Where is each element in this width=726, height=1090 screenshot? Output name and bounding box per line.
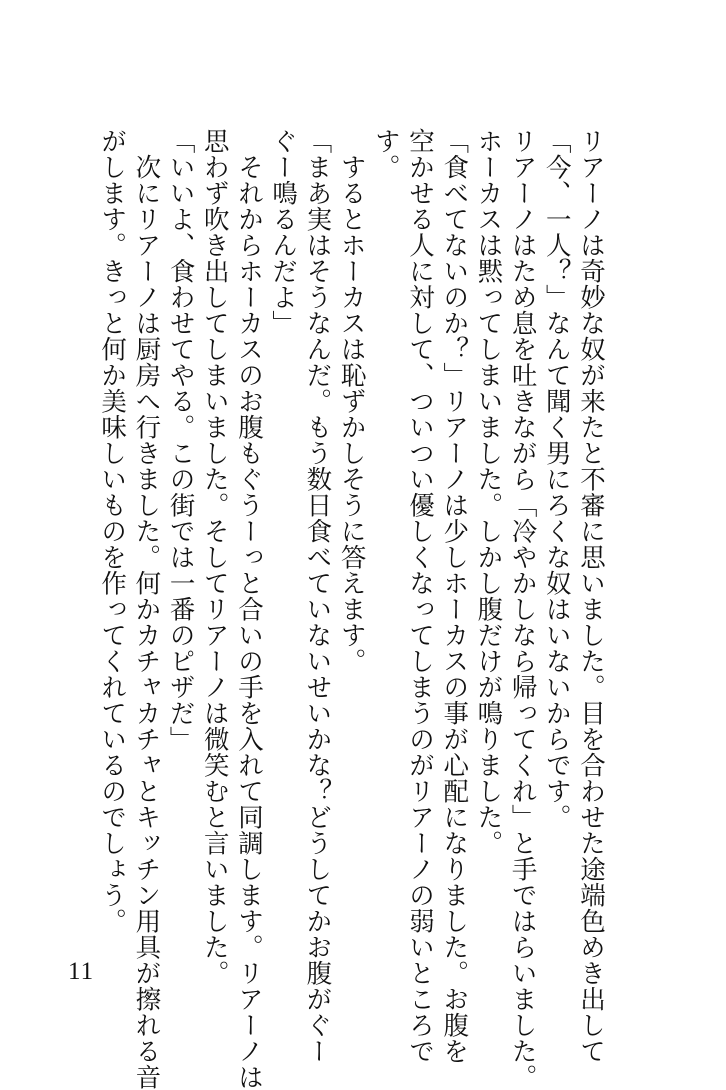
text-line-7: す。 xyxy=(370,128,401,180)
text-line-12: 思わず吹き出してしまいました。そしてリアーノは微笑むと言いました。 xyxy=(199,128,230,986)
text-line-11: それからホーカスのお腹もぐうーっと合いの手を入れて同調します。リアーノは xyxy=(233,128,264,1090)
text-line-1: リアーノは奇妙な奴が来たと不審に思いました。目を合わせた途端色めき出して xyxy=(576,128,606,1064)
text-line-13: 「いいよ、食わせてやる。この街では一番のピザだ」 xyxy=(165,128,196,752)
vertical-text-body xyxy=(95,128,608,1090)
text-line-4: ホーカスは黙ってしまいました。しかし腹だけが鳴りました。 xyxy=(473,128,504,856)
page-number: 11 xyxy=(68,958,95,985)
text-line-8: するとホーカスは恥ずかしそうに答えます。 xyxy=(336,128,367,674)
text-line-6: 空かせる人に対して、ついつい優しくなってしまうのがリアーノの弱いところで xyxy=(404,128,435,1064)
text-line-10: ぐー鳴るんだよ」 xyxy=(268,128,299,336)
text-line-14: 次にリアーノは厨房へ行きました。何かカチャカチャとキッチン用具が擦れる音 xyxy=(131,128,162,1090)
text-line-15: がします。きっと何か美味しいものを作ってくれているのでしょう。 xyxy=(97,128,128,934)
text-line-5: 「食べてないのか？」リアーノは少しホーカスの事が心配になりました。お腹を xyxy=(439,128,470,1064)
text-line-3: リアーノはため息を吐きながら「冷やかしなら帰ってくれ」と手ではらいました。 xyxy=(507,128,538,1090)
text-line-9: 「まあ実はそうなんだ。もう数日食べていないせいかな？どうしてかお腹がぐー xyxy=(302,128,333,1064)
text-line-2: 「今、一人？」なんて聞く男にろくな奴はいないからです。 xyxy=(541,128,572,830)
